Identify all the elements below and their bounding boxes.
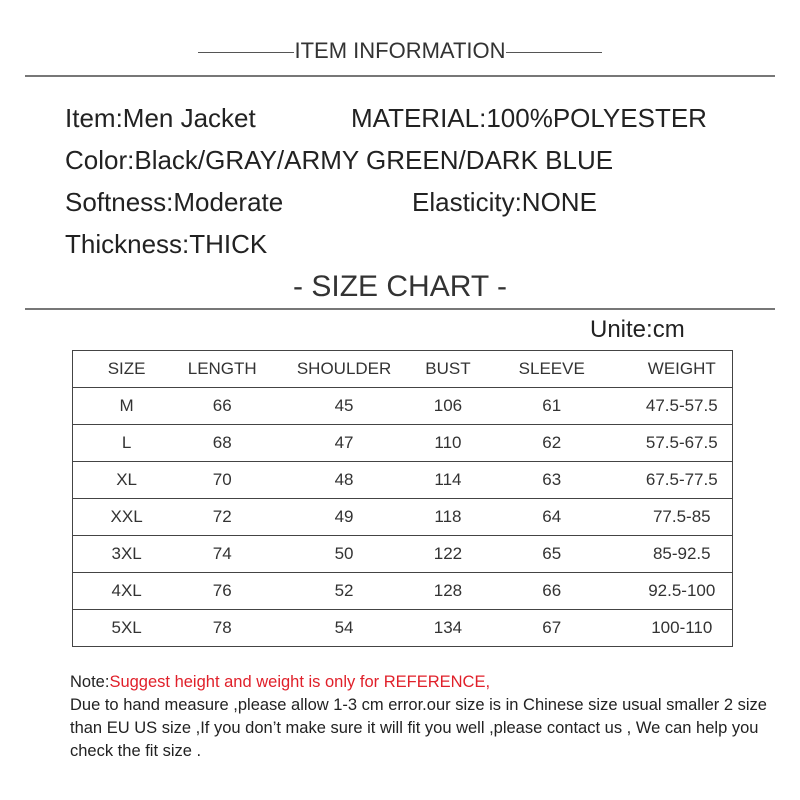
divider bbox=[506, 52, 602, 53]
item-name: Item:Men Jacket bbox=[65, 103, 256, 133]
divider bbox=[198, 52, 294, 53]
table-cell: 64 bbox=[472, 499, 632, 536]
material: MATERIAL:100%POLYESTER bbox=[351, 103, 707, 133]
divider bbox=[25, 75, 775, 77]
note bbox=[70, 671, 770, 763]
table-row bbox=[73, 462, 733, 499]
note-label: Note: bbox=[70, 673, 110, 691]
note-highlight: Suggest height and weight is only for REFERENCE, bbox=[109, 673, 491, 691]
table-cell: 68 bbox=[180, 425, 264, 462]
table-cell: LENGTH bbox=[180, 351, 264, 388]
table-cell: 85-92.5 bbox=[632, 536, 733, 573]
table-cell: 92.5-100 bbox=[632, 573, 733, 610]
table-cell: 66 bbox=[180, 388, 264, 425]
item-information-heading bbox=[0, 38, 800, 64]
table-cell: BUST bbox=[424, 351, 472, 388]
table-cell: XXL bbox=[73, 499, 181, 536]
table-cell: 45 bbox=[264, 388, 424, 425]
table-row bbox=[73, 610, 733, 647]
table-cell: 78 bbox=[180, 610, 264, 647]
table-cell: 72 bbox=[180, 499, 264, 536]
table-cell: XL bbox=[73, 462, 181, 499]
size-chart-title: - SIZE CHART - bbox=[293, 270, 507, 303]
table-cell: 47 bbox=[264, 425, 424, 462]
table-cell: 128 bbox=[424, 573, 472, 610]
table-row bbox=[73, 499, 733, 536]
elasticity: Elasticity:NONE bbox=[412, 187, 597, 217]
table-cell: WEIGHT bbox=[632, 351, 733, 388]
table-cell: 48 bbox=[264, 462, 424, 499]
table-cell: 114 bbox=[424, 462, 472, 499]
table-cell: 65 bbox=[472, 536, 632, 573]
table-cell: 110 bbox=[424, 425, 472, 462]
table-cell: 67.5-77.5 bbox=[632, 462, 733, 499]
table-cell: M bbox=[73, 388, 181, 425]
table-cell: 63 bbox=[472, 462, 632, 499]
divider bbox=[25, 308, 775, 310]
table-cell: 118 bbox=[424, 499, 472, 536]
table-cell: 4XL bbox=[73, 573, 181, 610]
table-cell: 66 bbox=[472, 573, 632, 610]
size-table bbox=[72, 350, 733, 647]
table-cell: SHOULDER bbox=[264, 351, 424, 388]
table-cell: 122 bbox=[424, 536, 472, 573]
table-cell: 5XL bbox=[73, 610, 181, 647]
table-row bbox=[73, 536, 733, 573]
table-cell: 3XL bbox=[73, 536, 181, 573]
table-cell: 62 bbox=[472, 425, 632, 462]
table-cell: SIZE bbox=[73, 351, 181, 388]
table-cell: 67 bbox=[472, 610, 632, 647]
table-cell: 47.5-57.5 bbox=[632, 388, 733, 425]
table-cell: 49 bbox=[264, 499, 424, 536]
table-cell: 77.5-85 bbox=[632, 499, 733, 536]
table-cell: SLEEVE bbox=[472, 351, 632, 388]
table-cell: 70 bbox=[180, 462, 264, 499]
table-cell: L bbox=[73, 425, 181, 462]
table-header-row bbox=[73, 351, 733, 388]
thickness: Thickness:THICK bbox=[65, 229, 268, 259]
table-cell: 61 bbox=[472, 388, 632, 425]
table-cell: 50 bbox=[264, 536, 424, 573]
note-body: Due to hand measure ,please allow 1-3 cm error.our size is in Chinese size usual smaller 2 size than EU US size ,If you don’t make sure it will fit you well ,please contact us , We can help you check the fit size . bbox=[70, 696, 767, 760]
unit-label: Unite:cm bbox=[590, 316, 685, 343]
table-row bbox=[73, 573, 733, 610]
table-cell: 54 bbox=[264, 610, 424, 647]
table-cell: 100-110 bbox=[632, 610, 733, 647]
color: Color:Black/GRAY/ARMY GREEN/DARK BLUE bbox=[65, 145, 614, 175]
table-row bbox=[73, 388, 733, 425]
heading-text: ITEM INFORMATION bbox=[294, 38, 506, 63]
table-cell: 57.5-67.5 bbox=[632, 425, 733, 462]
table-cell: 134 bbox=[424, 610, 472, 647]
table-row bbox=[73, 425, 733, 462]
softness: Softness:Moderate bbox=[65, 187, 284, 217]
table-cell: 52 bbox=[264, 573, 424, 610]
table-cell: 106 bbox=[424, 388, 472, 425]
table-cell: 76 bbox=[180, 573, 264, 610]
table-cell: 74 bbox=[180, 536, 264, 573]
